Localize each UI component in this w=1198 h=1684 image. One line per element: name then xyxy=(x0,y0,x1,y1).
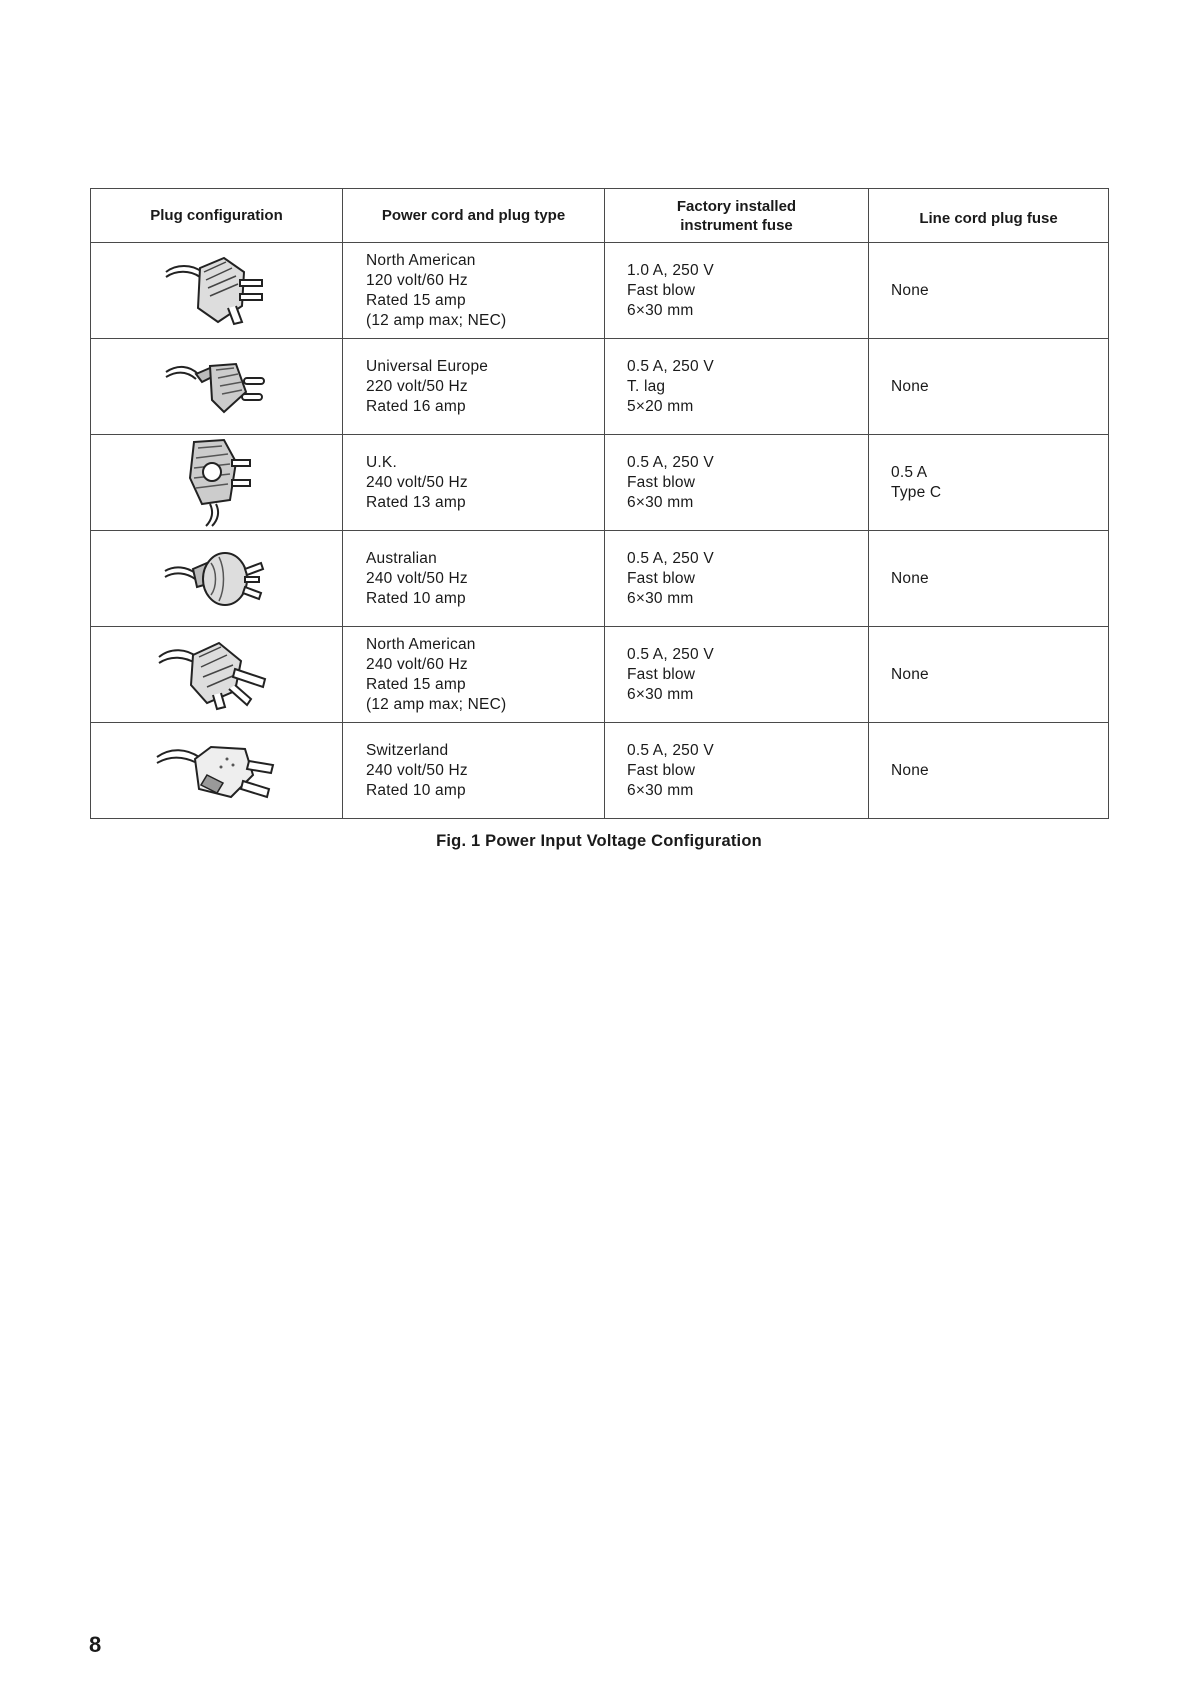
table-row xyxy=(91,627,1109,723)
switzerland-plug-icon xyxy=(153,735,281,807)
line-cord-fuse-cell xyxy=(869,723,1109,819)
line-cord-fuse-cell xyxy=(869,243,1109,339)
factory-fuse-line: Fast blow xyxy=(627,281,696,299)
factory-fuse-cell xyxy=(605,243,869,339)
line-cord-fuse-line: Type C xyxy=(891,483,942,501)
factory-fuse-line: 6×30 mm xyxy=(627,781,694,799)
factory-fuse-line: 5×20 mm xyxy=(627,397,694,415)
factory-fuse-line: Fast blow xyxy=(627,569,696,587)
power-cord-line: Rated 15 amp xyxy=(366,675,466,693)
factory-fuse-cell xyxy=(605,627,869,723)
power-cord-line: Rated 13 amp xyxy=(366,493,466,511)
header-factory-fuse xyxy=(605,189,869,243)
factory-fuse-line: Fast blow xyxy=(627,665,696,683)
header-plug-configuration: Plug configuration xyxy=(91,189,343,243)
power-cord-line: Rated 10 amp xyxy=(366,781,466,799)
table-row xyxy=(91,723,1109,819)
line-cord-fuse-cell xyxy=(869,339,1109,435)
power-cord-cell xyxy=(343,627,605,723)
power-cord-cell xyxy=(343,723,605,819)
power-config-table xyxy=(90,188,1109,819)
line-cord-fuse-cell xyxy=(869,531,1109,627)
line-cord-fuse-line: None xyxy=(891,665,929,683)
power-cord-line: Universal Europe xyxy=(366,357,489,375)
factory-fuse-line: Fast blow xyxy=(627,761,696,779)
power-cord-line: 240 volt/50 Hz xyxy=(366,473,468,491)
power-cord-line: Switzerland xyxy=(366,741,449,759)
power-cord-line: Australian xyxy=(366,549,437,567)
figure-caption xyxy=(0,832,1198,851)
australian-plug-icon xyxy=(161,547,273,611)
factory-fuse-line: 6×30 mm xyxy=(627,301,694,319)
page-number: 8 xyxy=(89,1632,102,1657)
power-cord-cell xyxy=(343,435,605,531)
header-line-cord-fuse: Line cord plug fuse xyxy=(869,189,1109,243)
plug-configuration-cell xyxy=(91,531,343,627)
plug-configuration-cell xyxy=(91,339,343,435)
uk-plug-icon xyxy=(172,438,262,528)
factory-fuse-line: 6×30 mm xyxy=(627,589,694,607)
factory-fuse-line: 0.5 A, 250 V xyxy=(627,549,714,567)
power-cord-line: 240 volt/50 Hz xyxy=(366,761,468,779)
line-cord-fuse-cell xyxy=(869,627,1109,723)
factory-fuse-cell xyxy=(605,531,869,627)
factory-fuse-line: 0.5 A, 250 V xyxy=(627,453,714,471)
table-row xyxy=(91,531,1109,627)
factory-fuse-line: 0.5 A, 250 V xyxy=(627,357,714,375)
line-cord-fuse-cell xyxy=(869,435,1109,531)
line-cord-fuse-line: None xyxy=(891,569,929,587)
power-cord-line: U.K. xyxy=(366,453,397,471)
figure-caption-text: Fig. 1 Power Input Voltage Configuration xyxy=(436,832,762,850)
factory-fuse-line: 6×30 mm xyxy=(627,493,694,511)
north-american-240v-plug-icon xyxy=(155,635,279,715)
universal-europe-plug-icon xyxy=(162,352,272,422)
plug-configuration-cell xyxy=(91,243,343,339)
power-cord-line: 120 volt/60 Hz xyxy=(366,271,468,289)
factory-fuse-cell xyxy=(605,339,869,435)
power-cord-cell xyxy=(343,531,605,627)
header-power-cord: Power cord and plug type xyxy=(343,189,605,243)
table-row xyxy=(91,435,1109,531)
factory-fuse-line: 0.5 A, 250 V xyxy=(627,741,714,759)
factory-fuse-cell xyxy=(605,723,869,819)
factory-fuse-cell xyxy=(605,435,869,531)
factory-fuse-line: 0.5 A, 250 V xyxy=(627,645,714,663)
line-cord-fuse-line: None xyxy=(891,281,929,299)
north-american-120v-plug-icon xyxy=(162,250,272,332)
power-cord-cell xyxy=(343,243,605,339)
table-row xyxy=(91,243,1109,339)
power-cord-line: North American xyxy=(366,635,476,653)
factory-fuse-line: 6×30 mm xyxy=(627,685,694,703)
power-cord-line: (12 amp max; NEC) xyxy=(366,695,507,713)
factory-fuse-line: 1.0 A, 250 V xyxy=(627,261,714,279)
factory-fuse-line: T. lag xyxy=(627,377,666,395)
plug-configuration-cell xyxy=(91,723,343,819)
table-header-row xyxy=(91,189,1109,243)
plug-configuration-cell xyxy=(91,627,343,723)
plug-configuration-cell xyxy=(91,435,343,531)
power-cord-line: 220 volt/50 Hz xyxy=(366,377,468,395)
power-cord-cell xyxy=(343,339,605,435)
line-cord-fuse-line: None xyxy=(891,377,929,395)
table-row xyxy=(91,339,1109,435)
header-factory-fuse-line: Factory installed xyxy=(676,197,797,215)
power-cord-line: (12 amp max; NEC) xyxy=(366,311,507,329)
power-cord-line: Rated 15 amp xyxy=(366,291,466,309)
power-cord-line: 240 volt/60 Hz xyxy=(366,655,468,673)
power-cord-line: 240 volt/50 Hz xyxy=(366,569,468,587)
line-cord-fuse-line: None xyxy=(891,761,929,779)
line-cord-fuse-line: 0.5 A xyxy=(891,463,928,481)
power-cord-line: Rated 10 amp xyxy=(366,589,466,607)
factory-fuse-line: Fast blow xyxy=(627,473,696,491)
header-factory-fuse-line: instrument fuse xyxy=(680,216,793,234)
power-cord-line: North American xyxy=(366,251,476,269)
power-cord-line: Rated 16 amp xyxy=(366,397,466,415)
